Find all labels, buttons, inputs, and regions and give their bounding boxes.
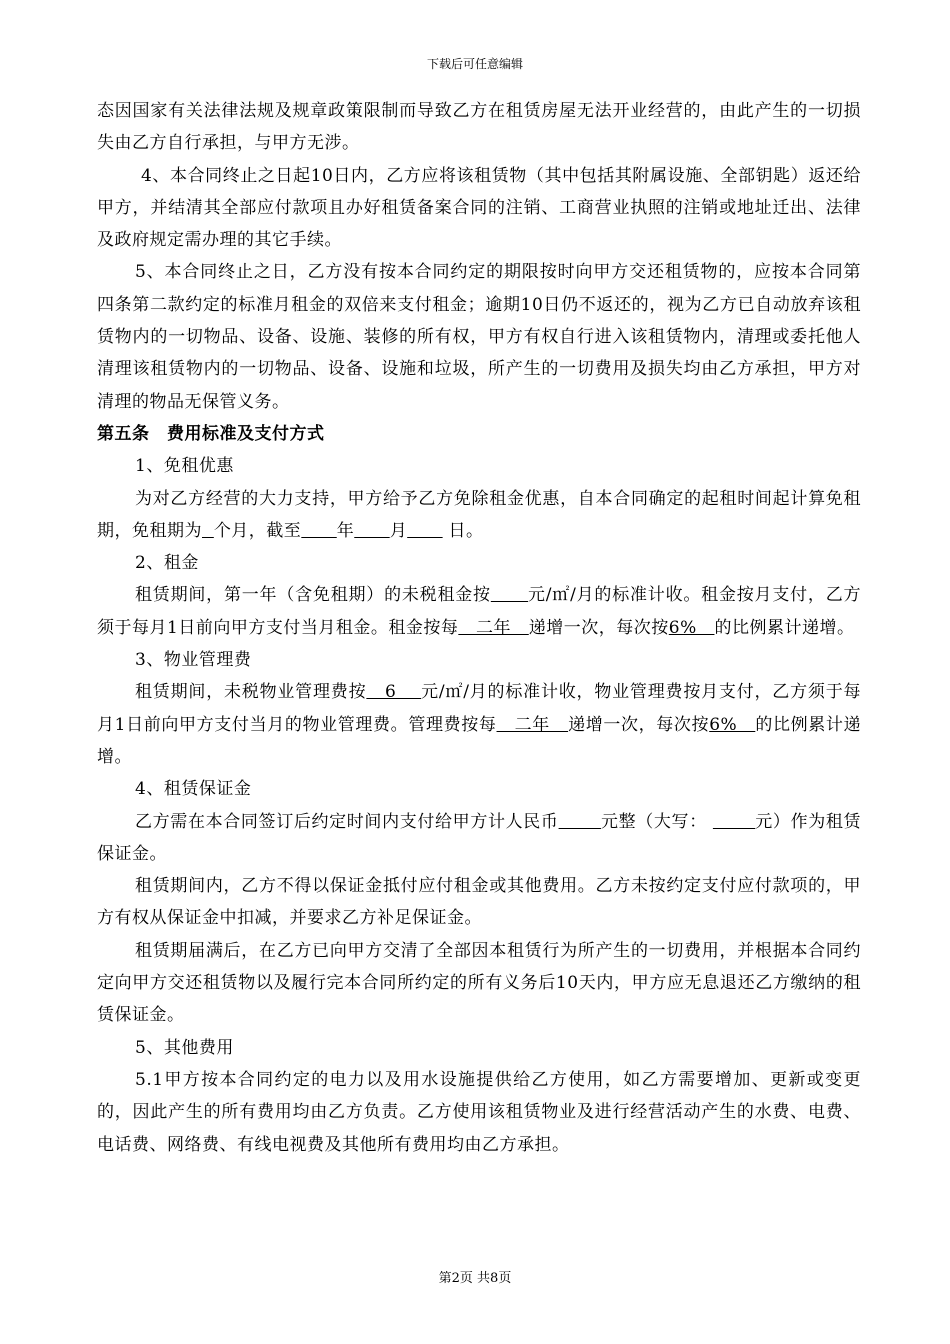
text: 为对乙方经营的大力支持，甲方给予乙方免除租金优惠，自本合同确定的起租时间起计算免租期，免租期为	[97, 488, 861, 541]
text: 元）作为租赁保证金。	[97, 811, 862, 864]
paragraph-rent-free	[97, 483, 861, 548]
subheading-property-fee: 3、物业管理费	[135, 650, 252, 671]
fill-blank: 二年	[496, 714, 569, 735]
document-body	[97, 95, 861, 1161]
fill-blank: 6%	[668, 617, 715, 638]
subheading-rent: 2、租金	[135, 553, 199, 574]
paragraph-clause-4: 4、本合同终止之日起10日内，乙方应将该租赁物（其中包括其附属设施、全部钥匙）返还给甲方，并结清其全部应付款项且办好租赁备案合同的注销、工商营业执照的注销或地址迁出、法律及政府规定需办理的其它手续。	[97, 165, 861, 251]
page-header: 下载后可任意编辑	[426, 57, 523, 71]
subheading-other-fees: 5、其他费用	[135, 1037, 234, 1058]
fill-blank: 6	[366, 682, 422, 703]
subheading-deposit: 4、租赁保证金	[135, 779, 252, 800]
paragraph-clause-5: 5、本合同终止之日，乙方没有按本合同约定的期限按时向甲方交还租赁物的，应按本合同第四条第二款约定的标准月租金的双倍来支付租金；逾期10日仍不返还的，视为乙方已自动放弃该租赁物内的一切物品、设备、设施、装修的所有权，甲方有权自行进入该租赁物内，清理或委托他人清理该租赁物内的一切物品、设备、设施和垃圾，所产生的一切费用及损失均由乙方承担，甲方对清理的物品无保管义务。	[97, 262, 861, 412]
subheading-rent-free: 1、免租优惠	[135, 456, 234, 477]
text: 递增一次，每次按	[568, 714, 710, 735]
paragraph-rent	[97, 579, 861, 644]
fill-blank	[354, 521, 389, 541]
section-heading: 第五条 费用标准及支付方式	[97, 423, 325, 444]
paragraph-property-fee	[97, 676, 861, 773]
fill-blank	[713, 812, 755, 832]
text: 元整（大写：	[600, 811, 713, 832]
fill-blank: 二年	[458, 617, 529, 638]
paragraph-other-fees: 5.1甲方按本合同约定的电力以及用水设施提供给乙方使用，如乙方需要增加、更新或变更的，因此产生的所有费用均由乙方负责。乙方使用该租赁物业及进行经营活动产生的水费、电费、电话费、网络费、有线电视费及其他所有费用均由乙方承担。	[97, 1069, 861, 1155]
fill-blank	[202, 521, 214, 541]
text: 月	[389, 520, 408, 541]
paragraph-deposit	[97, 806, 861, 871]
paragraph-continued: 态因国家有关法律法规及规章政策限制而导致乙方在租赁房屋无法开业经营的，由此产生的一切损失由乙方自行承担，与甲方无涉。	[97, 101, 861, 154]
fill-blank	[407, 521, 442, 541]
text: 租赁期间，第一年（含免租期）的未税租金按	[135, 585, 491, 606]
text: 元/㎡/月的标准计收，物业管理费按月支付，乙方须于每月1日前向甲方支付当月的物业管理费。管理费按每	[97, 682, 861, 735]
page-footer: 第2页 共8页	[438, 1271, 512, 1286]
fill-blank	[559, 812, 601, 832]
text: 的比例累计递增。	[97, 714, 862, 767]
text: 个月，截至	[213, 520, 302, 541]
text: 元/㎡/月的标准计收。租金按月支付，乙方须于每月1日前向甲方支付当月租金。租金按每	[97, 585, 861, 638]
fill-blank	[491, 585, 528, 605]
text: 日。	[442, 520, 484, 541]
text: 租赁期间，未税物业管理费按	[135, 682, 367, 703]
paragraph-deposit-offset: 租赁期间内，乙方不得以保证金抵付应付租金或其他费用。乙方未按约定支付应付款项的，甲方有权从保证金中扣减，并要求乙方补足保证金。	[97, 876, 861, 929]
fill-blank: 6%	[709, 714, 756, 735]
text: 的比例累计递增。	[714, 617, 855, 638]
text: 递增一次，每次按	[528, 617, 669, 638]
text: 乙方需在本合同签订后约定时间内支付给甲方计人民币	[135, 811, 559, 832]
fill-blank	[301, 521, 336, 541]
text: 年	[336, 520, 355, 541]
paragraph-deposit-refund: 租赁期届满后，在乙方已向甲方交清了全部因本租赁行为所产生的一切费用，并根据本合同约定向甲方交还租赁物以及履行完本合同所约定的所有义务后10天内，甲方应无息退还乙方缴纳的租赁保证金。	[97, 940, 861, 1026]
